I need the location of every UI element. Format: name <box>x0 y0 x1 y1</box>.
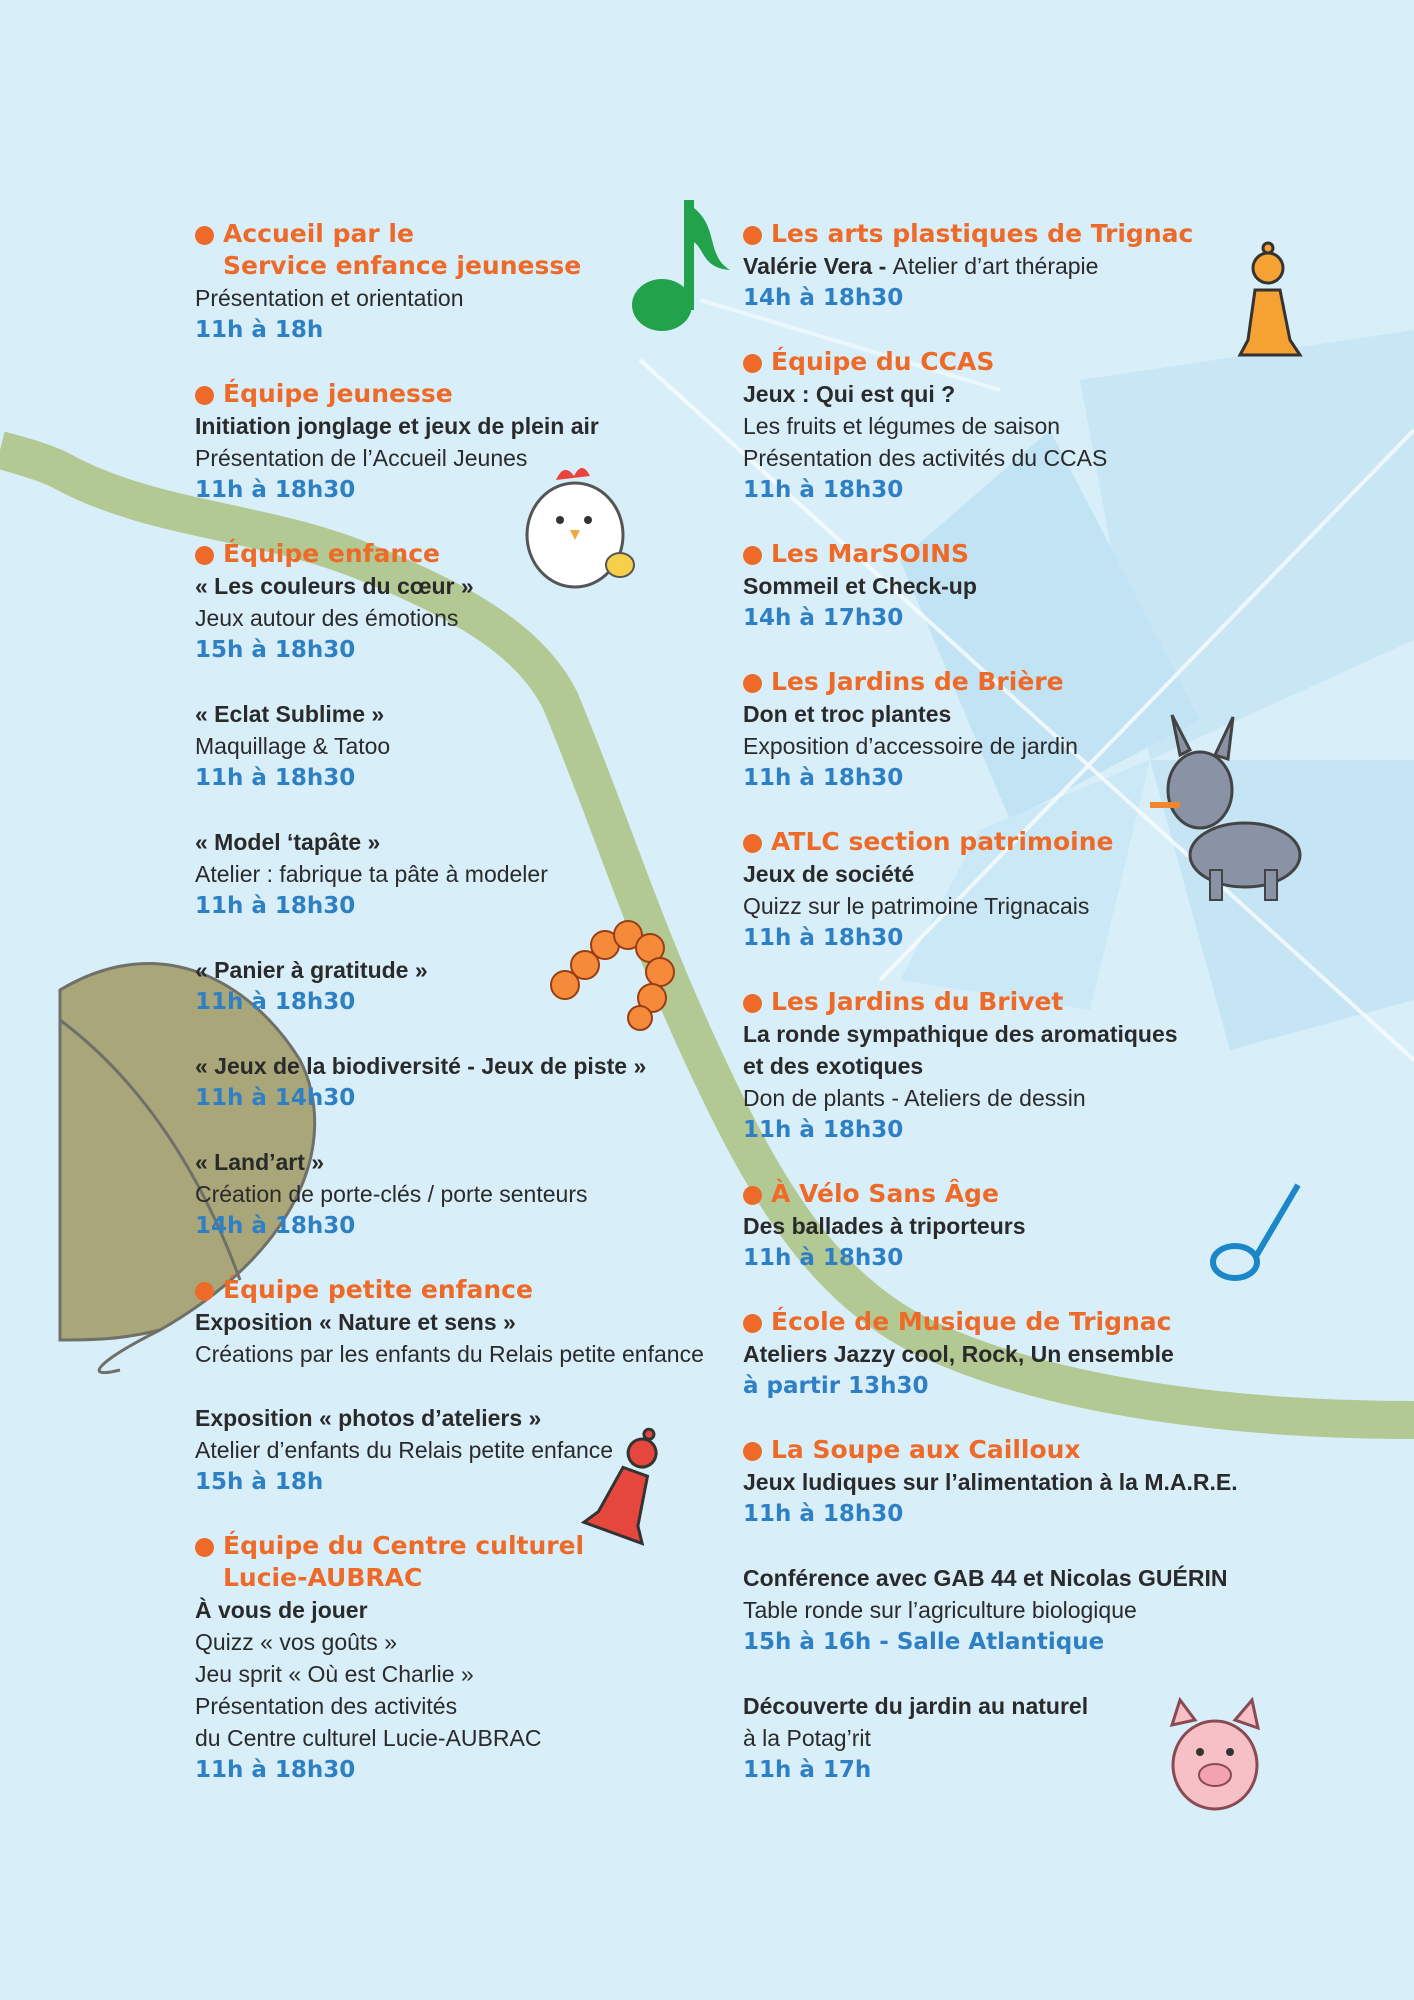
bullet-dot-icon <box>743 226 762 245</box>
program-entry <box>195 378 715 506</box>
entry-spacer <box>195 666 715 698</box>
entry-description: Initiation jonglage et jeux de plein air <box>195 413 599 439</box>
entry-title <box>743 986 1343 1018</box>
program-entry <box>195 538 715 666</box>
entry-spacer <box>743 314 1343 346</box>
entry-spacer <box>743 634 1343 666</box>
entry-description: Quizz « vos goûts » <box>195 1629 397 1655</box>
entry-description: Atelier d’enfants du Relais petite enfance <box>195 1437 614 1463</box>
entry-spacer <box>743 954 1343 986</box>
entry-spacer <box>195 1370 715 1402</box>
entry-time: 11h à 18h <box>195 317 324 343</box>
entry-title-line: Accueil par le <box>223 219 414 248</box>
entry-title-line: Les MarSOINS <box>771 539 970 568</box>
entry-description: Jeux autour des émotions <box>195 605 459 631</box>
entry-time: 11h à 18h30 <box>743 477 904 503</box>
bullet-dot-icon <box>743 1314 762 1333</box>
entry-title <box>743 1434 1343 1466</box>
program-entry <box>743 986 1343 1146</box>
entry-description: Don et troc plantes <box>743 701 952 727</box>
entry-description: « Land’art » <box>195 1149 325 1175</box>
entry-title-line: Équipe enfance <box>223 539 440 568</box>
bullet-dot-icon <box>743 1186 762 1205</box>
bullet-dot-icon <box>743 994 762 1013</box>
entry-title <box>743 666 1343 698</box>
entry-title <box>743 218 1343 250</box>
entry-title <box>743 346 1343 378</box>
entry-description: Création de porte-clés / porte senteurs <box>195 1181 588 1207</box>
entry-description: « Les couleurs du cœur » <box>195 573 474 599</box>
entry-description: « Model ‘tapâte » <box>195 829 381 855</box>
program-entry <box>195 1274 715 1370</box>
entry-description: Exposition « photos d’ateliers » <box>195 1405 542 1431</box>
entry-time: 11h à 18h30 <box>743 925 904 951</box>
entry-title-line: Service enfance jeunesse <box>223 251 582 280</box>
entry-description: Présentation et orientation <box>195 285 464 311</box>
program-entry <box>743 1562 1343 1658</box>
program-entry <box>195 698 715 794</box>
program-entry <box>743 538 1343 634</box>
entry-time: 14h à 18h30 <box>195 1213 356 1239</box>
entry-spacer <box>743 506 1343 538</box>
entry-description: Exposition « Nature et sens » <box>195 1309 516 1335</box>
entry-description: « Jeux de la biodiversité - Jeux de piste » <box>195 1053 647 1079</box>
bullet-dot-icon <box>743 546 762 565</box>
entry-title-line: Les Jardins du Brivet <box>771 987 1064 1016</box>
entry-spacer <box>743 1146 1343 1178</box>
entry-spacer <box>743 1402 1343 1434</box>
entry-time: 11h à 18h30 <box>195 477 356 503</box>
entry-time: 11h à 18h30 <box>195 1757 356 1783</box>
entry-title-line: Lucie-AUBRAC <box>223 1563 423 1592</box>
entry-description: Conférence avec GAB 44 et Nicolas GUÉRIN <box>743 1565 1228 1591</box>
bullet-dot-icon <box>743 354 762 373</box>
entry-description: et des exotiques <box>743 1053 924 1079</box>
entry-description: Créations par les enfants du Relais petite enfance <box>195 1341 704 1367</box>
entry-spacer <box>195 922 715 954</box>
entry-description: Maquillage & Tatoo <box>195 733 391 759</box>
entry-title-line: Équipe petite enfance <box>223 1275 533 1304</box>
entry-description: Des ballades à triporteurs <box>743 1213 1026 1239</box>
entry-title-line: Les Jardins de Brière <box>771 667 1064 696</box>
entry-title-line: Équipe du CCAS <box>771 347 995 376</box>
entry-description: Sommeil et Check-up <box>743 573 977 599</box>
entry-spacer <box>195 506 715 538</box>
entry-title-line: Équipe du Centre culturel <box>223 1531 585 1560</box>
entry-description: Jeux ludiques sur l’alimentation à la M.A.R.E. <box>743 1469 1238 1495</box>
entry-description: « Panier à gratitude » <box>195 957 428 983</box>
entry-description: La ronde sympathique des aromatiques <box>743 1021 1178 1047</box>
entry-spacer <box>195 1018 715 1050</box>
program-entry <box>743 1306 1343 1402</box>
entry-description: Jeu sprit « Où est Charlie » <box>195 1661 474 1687</box>
program-entry <box>195 1050 715 1114</box>
entry-description: Présentation de l’Accueil Jeunes <box>195 445 528 471</box>
entry-title <box>195 538 715 570</box>
entry-spacer <box>195 1114 715 1146</box>
program-entry <box>743 1434 1343 1530</box>
entry-description: Quizz sur le patrimoine Trignacais <box>743 893 1090 919</box>
entry-description: « Eclat Sublime » <box>195 701 385 727</box>
entry-description: Présentation des activités du CCAS <box>743 445 1108 471</box>
entry-description: du Centre culturel Lucie-AUBRAC <box>195 1725 542 1751</box>
entry-title <box>743 1306 1343 1338</box>
left-column <box>195 218 715 1786</box>
entry-description: Les fruits et légumes de saison <box>743 413 1061 439</box>
entry-description-rest: Atelier d’art thérapie <box>892 253 1099 279</box>
entry-description: Ateliers Jazzy cool, Rock, Un ensemble <box>743 1341 1174 1367</box>
entry-title-line: ATLC section patrimoine <box>771 827 1114 856</box>
program-entry <box>743 218 1343 314</box>
entry-description: Don de plants - Ateliers de dessin <box>743 1085 1086 1111</box>
entry-time: 11h à 17h <box>743 1757 872 1783</box>
entry-time: 14h à 17h30 <box>743 605 904 631</box>
bullet-dot-icon <box>195 546 214 565</box>
program-entry <box>195 218 715 346</box>
entry-title <box>743 826 1343 858</box>
entry-title-line: Les arts plastiques de Trignac <box>771 219 1194 248</box>
entry-spacer <box>195 794 715 826</box>
bullet-dot-icon <box>743 674 762 693</box>
entry-spacer <box>195 1242 715 1274</box>
entry-description: À vous de jouer <box>195 1597 368 1623</box>
bullet-dot-icon <box>195 386 214 405</box>
entry-spacer <box>195 1498 715 1530</box>
entry-title <box>195 378 715 410</box>
entry-title-line: La Soupe aux Cailloux <box>771 1435 1081 1464</box>
entry-spacer <box>195 346 715 378</box>
entry-time: 15h à 18h <box>195 1469 324 1495</box>
right-column <box>743 218 1343 1786</box>
program-entry <box>195 826 715 922</box>
entry-spacer <box>743 1274 1343 1306</box>
entry-time: 11h à 18h30 <box>195 989 356 1015</box>
entry-time: 11h à 18h30 <box>743 1117 904 1143</box>
entry-time: 11h à 14h30 <box>195 1085 356 1111</box>
entry-description: Atelier : fabrique ta pâte à modeler <box>195 861 548 887</box>
program-entry <box>743 1690 1343 1786</box>
entry-time: à partir 13h30 <box>743 1373 929 1399</box>
program-entry <box>195 1530 715 1786</box>
entry-description: Présentation des activités <box>195 1693 458 1719</box>
program-entry <box>743 666 1343 794</box>
entry-time: 15h à 16h - Salle Atlantique <box>743 1629 1105 1655</box>
entry-title <box>195 1530 715 1594</box>
entry-description: Exposition d’accessoire de jardin <box>743 733 1078 759</box>
entry-title-line: À Vélo Sans Âge <box>771 1179 999 1208</box>
bullet-dot-icon <box>743 1442 762 1461</box>
entry-title <box>195 218 715 282</box>
entry-time: 14h à 18h30 <box>743 285 904 311</box>
bullet-dot-icon <box>743 834 762 853</box>
bullet-dot-icon <box>195 1282 214 1301</box>
entry-spacer <box>743 794 1343 826</box>
program-entry <box>195 954 715 1018</box>
entry-description: Valérie Vera - Atelier d’art thérapie <box>743 253 1099 279</box>
entry-time: 15h à 18h30 <box>195 637 356 663</box>
entry-title <box>743 538 1343 570</box>
bullet-dot-icon <box>195 1538 214 1557</box>
entry-description: Découverte du jardin au naturel <box>743 1693 1089 1719</box>
entry-description: Jeux de société <box>743 861 915 887</box>
entry-time: 11h à 18h30 <box>195 893 356 919</box>
program-entry <box>195 1402 715 1498</box>
bullet-dot-icon <box>195 226 214 245</box>
program-entry <box>743 1178 1343 1274</box>
program-entry <box>743 346 1343 506</box>
entry-spacer <box>743 1658 1343 1690</box>
entry-title <box>743 1178 1343 1210</box>
entry-description: Jeux : Qui est qui ? <box>743 381 956 407</box>
entry-title-line: École de Musique de Trignac <box>771 1307 1172 1336</box>
entry-description: Table ronde sur l’agriculture biologique <box>743 1597 1137 1623</box>
entry-time: 11h à 18h30 <box>743 1245 904 1271</box>
entry-title-line: Équipe jeunesse <box>223 379 453 408</box>
program-entry <box>743 826 1343 954</box>
entry-time: 11h à 18h30 <box>743 765 904 791</box>
entry-time: 11h à 18h30 <box>743 1501 904 1527</box>
entry-title <box>195 1274 715 1306</box>
entry-time: 11h à 18h30 <box>195 765 356 791</box>
program-entry <box>195 1146 715 1242</box>
entry-description: à la Potag’rit <box>743 1725 871 1751</box>
entry-spacer <box>743 1530 1343 1562</box>
